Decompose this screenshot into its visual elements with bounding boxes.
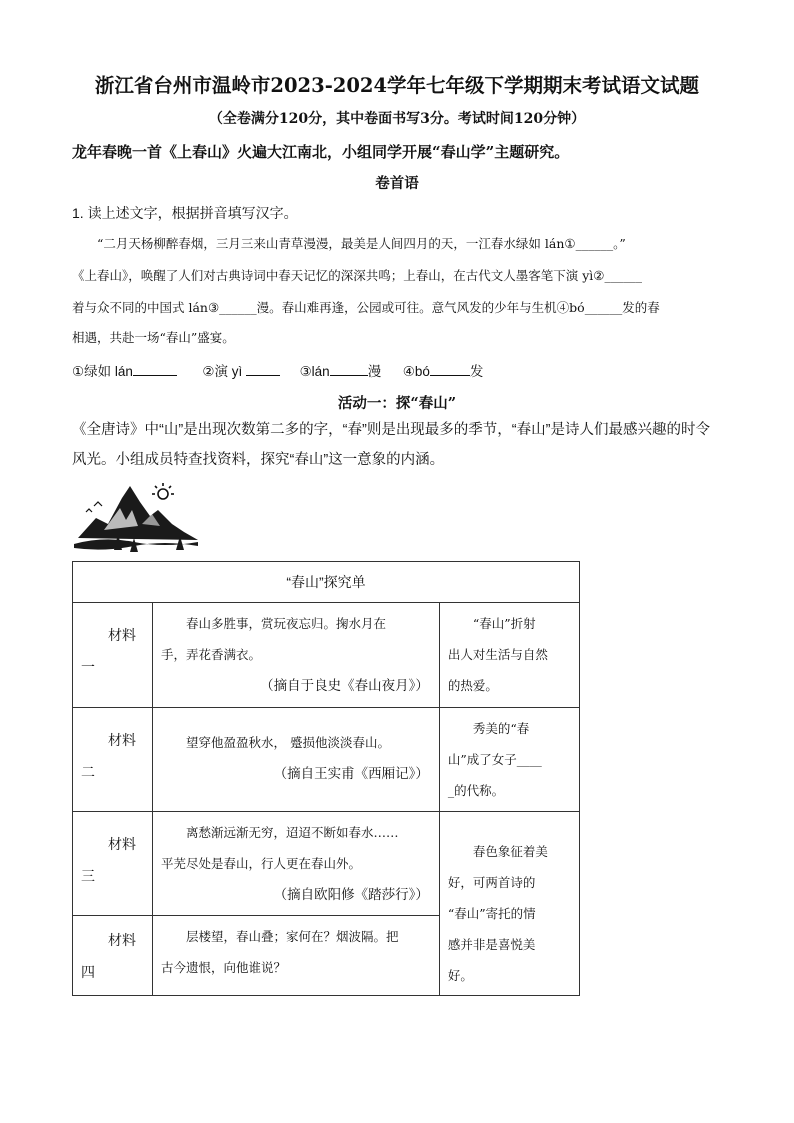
analysis-line: 秀美的“春 <box>472 721 530 736</box>
analysis-line: 的热爱。 <box>447 678 498 693</box>
material-line: 手，弄花香满衣。 <box>161 647 262 662</box>
material-label-top: 材料 <box>108 836 136 852</box>
material-line: 层楼望，春山叠；家何在？烟波隔。把 <box>186 929 399 944</box>
analysis-line: “春山”寄托的情 <box>447 906 536 921</box>
material-line: 望穿他盈盈秋水， 蹙损他淡淡春山。 <box>186 735 390 750</box>
passage-line-3: 着与众不同的中国式 lán③______漫。春山难再逢，公园或可往。意气风发的少年与生机④bó______发的春 <box>72 300 660 315</box>
material-label-bottom: 四 <box>81 964 95 980</box>
answer-3-tail: 漫 <box>367 364 382 379</box>
analysis-line: 好。 <box>447 968 473 983</box>
answer-1-blank[interactable] <box>133 361 177 376</box>
material-line: 春山多胜事，赏玩夜忘归。掬水月在 <box>186 616 387 631</box>
material-3-text <box>153 812 440 916</box>
material-source: （摘自于良史《春山夜月》） <box>260 678 429 693</box>
material-3-label <box>73 812 153 916</box>
answer-3-blank[interactable] <box>330 361 368 376</box>
analysis-2 <box>439 708 579 812</box>
analysis-line: 春色象征着美 <box>472 844 548 859</box>
answer-2-label: ②演 yì <box>202 364 243 379</box>
material-label-top: 材料 <box>108 932 136 948</box>
activity-1-body: 《全唐诗》中“山”是出现次数第二多的字，“春”则是出现最多的季节，“春山”是诗人们最感兴趣的时令风光。小组成员特查找资料，探究“春山”这一意象的内涵。 <box>72 422 710 468</box>
analysis-line: 感并非是喜悦美 <box>447 937 536 952</box>
material-4-label <box>73 916 153 996</box>
answer-3-label: ③lán <box>299 364 330 379</box>
analysis-line: _的代称。 <box>447 783 505 798</box>
analysis-line: 好，可两首诗的 <box>447 875 536 890</box>
material-line: 古今遗恨，向他谁说？ <box>161 960 287 975</box>
answer-2-blank[interactable] <box>246 361 280 376</box>
material-4-text <box>153 916 440 996</box>
material-label-top: 材料 <box>108 627 136 643</box>
question-1-stem: 1. 读上述文字，根据拼音填写汉字。 <box>72 205 298 221</box>
activity-1-heading: 活动一：探“春山” <box>337 395 457 412</box>
analysis-1 <box>439 603 579 708</box>
page-title: 浙江省台州市温岭市2023-2024学年七年级下学期期末考试语文试题 <box>94 74 700 97</box>
sun-icon <box>152 483 174 499</box>
analysis-line: 山”成了女子____ <box>447 752 542 767</box>
analysis-line: 出人对生活与自然 <box>447 647 548 662</box>
inquiry-table <box>72 561 580 996</box>
exam-info: （全卷满分120分，其中卷面书写3分。考试时间120分钟） <box>208 111 586 127</box>
answer-4-tail: 发 <box>469 364 484 379</box>
material-label-top: 材料 <box>108 732 136 748</box>
analysis-line: “春山”折射 <box>472 616 536 631</box>
material-1-label <box>73 603 153 708</box>
preface-heading: 卷首语 <box>375 175 419 192</box>
mountain-illustration <box>74 480 200 554</box>
material-2-label <box>73 708 153 812</box>
answer-4-blank[interactable] <box>430 361 470 376</box>
analysis-3 <box>439 812 579 996</box>
material-source: （摘自王实甫《西厢记》） <box>273 766 429 781</box>
inquiry-table-header: “春山”探究单 <box>73 562 580 603</box>
material-2-text <box>153 708 440 812</box>
answer-1-label: ①绿如 lán <box>72 364 133 379</box>
passage-line-1: “二月天杨柳醉春烟，三月三来山青草漫漫，最美是人间四月的天，一江春水绿如 lán①______。” <box>72 236 626 251</box>
material-1-text <box>153 603 440 708</box>
answer-row <box>72 360 483 380</box>
material-line: 离愁渐远渐无穷，迢迢不断如春水…… <box>186 825 399 840</box>
passage-line-4: 相遇，共赴一场“春山”盛宴。 <box>72 330 235 345</box>
material-label-bottom: 三 <box>81 868 95 884</box>
material-source: （摘自欧阳修《踏莎行》） <box>273 887 429 902</box>
material-label-bottom: 二 <box>81 764 95 780</box>
passage-line-2: 《上春山》，唤醒了人们对古典诗词中春天记忆的深深共鸣；上春山，在古代文人墨客笔下演 yì②______ <box>72 268 642 283</box>
material-label-bottom: 一 <box>81 659 95 675</box>
answer-4-label: ④bó <box>402 364 430 379</box>
intro-text: 龙年春晚一首《上春山》火遍大江南北，小组同学开展“春山学”主题研究。 <box>72 143 570 161</box>
material-line: 平芜尽处是春山，行人更在春山外。 <box>161 856 362 871</box>
